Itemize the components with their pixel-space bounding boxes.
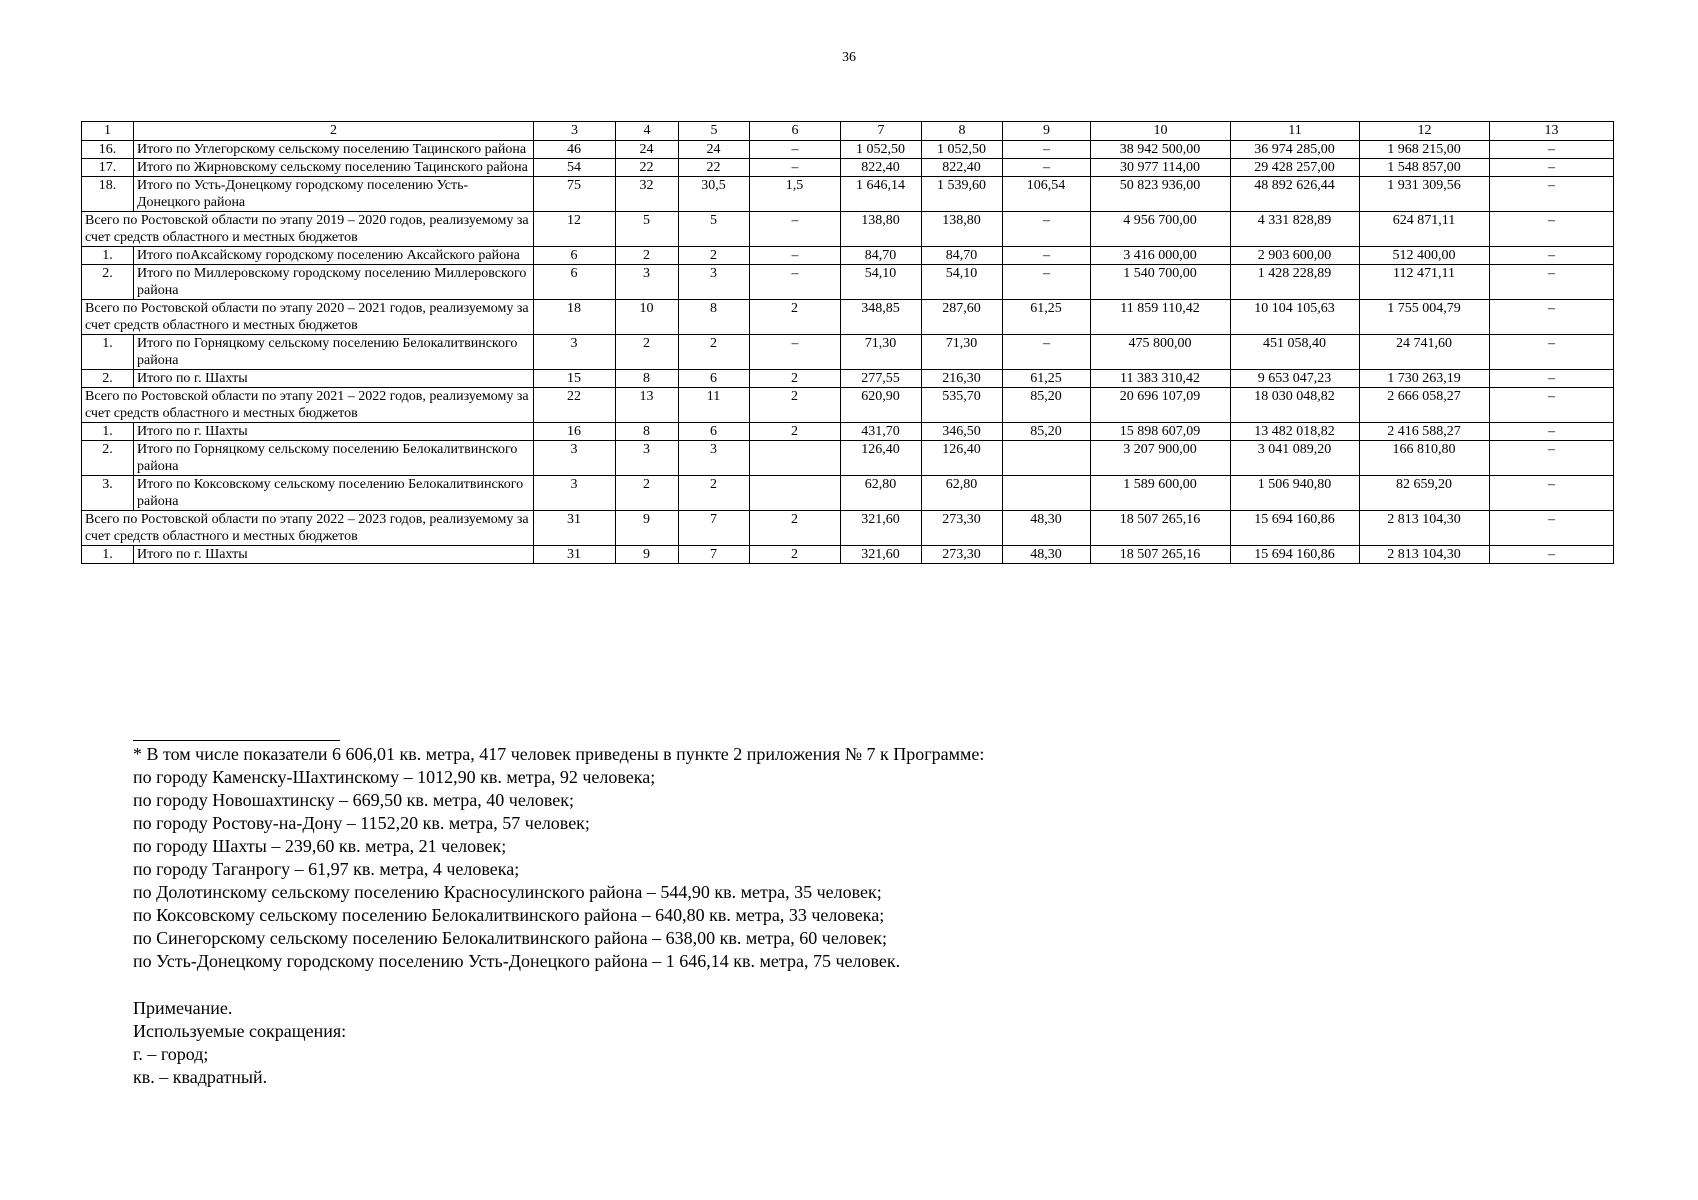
value-cell: 8 [679,300,750,335]
value-cell: – [1490,300,1614,335]
note-item: г. – город; [133,1044,209,1064]
value-cell: – [1003,212,1091,247]
value-cell: 126,40 [922,441,1003,476]
row-name-cell: Итого по г. Шахты [134,370,534,388]
header-cell: 3 [534,122,616,141]
value-cell: 22 [534,388,616,423]
value-cell: 277,55 [841,370,922,388]
row-name-cell: Итого по Горняцкому сельскому поселению Белокалитвинского района [134,335,534,370]
value-cell: 15 [534,370,616,388]
value-cell: 126,40 [841,441,922,476]
row-number-cell: 2. [82,441,134,476]
value-cell: 4 956 700,00 [1091,212,1231,247]
value-cell: 24 741,60 [1360,335,1490,370]
value-cell: 138,80 [922,212,1003,247]
value-cell: 2 [750,511,841,546]
value-cell: 30 977 114,00 [1091,159,1231,177]
value-cell: 822,40 [922,159,1003,177]
value-cell: 2 416 588,27 [1360,423,1490,441]
value-cell: 15 694 160,86 [1231,511,1360,546]
table-row [82,159,1614,177]
value-cell: 3 [534,441,616,476]
value-cell: 10 [616,300,679,335]
value-cell: 512 400,00 [1360,247,1490,265]
value-cell: 1 755 004,79 [1360,300,1490,335]
value-cell [750,441,841,476]
table-row [82,546,1614,564]
value-cell: 1 931 309,56 [1360,177,1490,212]
value-cell: 1 548 857,00 [1360,159,1490,177]
table-total-row [82,212,1614,247]
total-label-cell: Всего по Ростовской области по этапу 2022 – 2023 годов, реализуемому за счет средств областного и местных бюджетов [82,511,534,546]
row-number-cell: 1. [82,335,134,370]
total-label-cell: Всего по Ростовской области по этапу 2021 – 2022 годов, реализуемому за счет средств областного и местных бюджетов [82,388,534,423]
header-cell: 1 [82,122,134,141]
value-cell: 13 [616,388,679,423]
value-cell: 38 942 500,00 [1091,141,1231,159]
value-cell: – [750,247,841,265]
row-name-cell: Итого по Углегорскому сельскому поселению Тацинского района [134,141,534,159]
value-cell: 84,70 [922,247,1003,265]
header-cell: 12 [1360,122,1490,141]
value-cell: 2 [679,476,750,511]
page-number: 36 [842,50,856,65]
header-cell: 4 [616,122,679,141]
table-total-row [82,511,1614,546]
row-name-cell: Итого по г. Шахты [134,423,534,441]
value-cell: 1 539,60 [922,177,1003,212]
value-cell: 24 [679,141,750,159]
value-cell: 6 [534,247,616,265]
footnote-line: по городу Шахты – 239,60 кв. метра, 21 человек; [133,836,507,856]
note-block [133,997,346,1089]
value-cell: 1 730 263,19 [1360,370,1490,388]
value-cell: – [1490,247,1614,265]
value-cell: 10 104 105,63 [1231,300,1360,335]
value-cell: 475 800,00 [1091,335,1231,370]
value-cell: 431,70 [841,423,922,441]
value-cell: 1 968 215,00 [1360,141,1490,159]
row-name-cell: Итого по Миллеровскому городскому поселению Миллеровского района [134,265,534,300]
value-cell: 451 058,40 [1231,335,1360,370]
value-cell: 48 892 626,44 [1231,177,1360,212]
value-cell: 54,10 [922,265,1003,300]
footnote-divider [133,740,340,741]
value-cell: 7 [679,511,750,546]
row-number-cell: 17. [82,159,134,177]
value-cell: 2 813 104,30 [1360,546,1490,564]
value-cell: – [1490,476,1614,511]
value-cell: 138,80 [841,212,922,247]
note-item: кв. – квадратный. [133,1067,268,1087]
value-cell: – [1490,388,1614,423]
table-body [82,122,1614,564]
value-cell: – [1490,511,1614,546]
value-cell: 3 [616,441,679,476]
table-row [82,370,1614,388]
value-cell: 321,60 [841,546,922,564]
table-total-row [82,300,1614,335]
footnote-line: по городу Ростову-на-Дону – 1152,20 кв. метра, 57 человек; [133,813,590,833]
value-cell: 24 [616,141,679,159]
value-cell: 1 540 700,00 [1091,265,1231,300]
value-cell: 16 [534,423,616,441]
value-cell: 3 207 900,00 [1091,441,1231,476]
row-number-cell: 1. [82,546,134,564]
value-cell: 112 471,11 [1360,265,1490,300]
value-cell: 22 [616,159,679,177]
header-cell: 6 [750,122,841,141]
footnote-line: по Коксовскому сельскому поселению Белокалитвинского района – 640,80 кв. метра, 33 человека; [133,905,885,925]
value-cell: 85,20 [1003,423,1091,441]
value-cell: 29 428 257,00 [1231,159,1360,177]
value-cell: 273,30 [922,511,1003,546]
value-cell: 3 [616,265,679,300]
value-cell: 18 030 048,82 [1231,388,1360,423]
value-cell: 11 383 310,42 [1091,370,1231,388]
value-cell: 8 [616,423,679,441]
value-cell: 2 903 600,00 [1231,247,1360,265]
row-number-cell: 1. [82,423,134,441]
value-cell: – [1003,265,1091,300]
value-cell: 6 [679,370,750,388]
footnote-line: по городу Новошахтинску – 669,50 кв. метра, 40 человек; [133,790,574,810]
value-cell: 321,60 [841,511,922,546]
row-name-cell: Итого по Горняцкому сельскому поселению Белокалитвинского района [134,441,534,476]
value-cell: 71,30 [922,335,1003,370]
value-cell: 46 [534,141,616,159]
table-row [82,247,1614,265]
value-cell: 62,80 [841,476,922,511]
value-cell: 287,60 [922,300,1003,335]
value-cell: – [1490,212,1614,247]
value-cell: 1 052,50 [841,141,922,159]
row-number-cell: 16. [82,141,134,159]
value-cell: 2 [679,335,750,370]
value-cell: – [1490,423,1614,441]
value-cell: – [1490,141,1614,159]
value-cell: 5 [616,212,679,247]
value-cell: 3 041 089,20 [1231,441,1360,476]
row-number-cell: 3. [82,476,134,511]
table-header-row [82,122,1614,141]
note-subtitle: Используемые сокращения: [133,1021,347,1041]
value-cell: 3 [534,476,616,511]
value-cell: 62,80 [922,476,1003,511]
value-cell: 1 428 228,89 [1231,265,1360,300]
value-cell: 2 [679,247,750,265]
value-cell: 48,30 [1003,511,1091,546]
value-cell: 31 [534,546,616,564]
value-cell: 61,25 [1003,300,1091,335]
footnote-line: по Синегорскому сельскому поселению Белокалитвинского района – 638,00 кв. метра, 60 человек; [133,928,887,948]
header-cell: 7 [841,122,922,141]
value-cell: 20 696 107,09 [1091,388,1231,423]
value-cell: 82 659,20 [1360,476,1490,511]
header-cell: 10 [1091,122,1231,141]
value-cell: 2 [616,476,679,511]
row-name-cell: Итого по Коксовскому сельскому поселению Белокалитвинского района [134,476,534,511]
row-number-cell: 18. [82,177,134,212]
table-row [82,335,1614,370]
row-number-cell: 2. [82,265,134,300]
value-cell: 7 [679,546,750,564]
value-cell: 2 [750,546,841,564]
value-cell: 9 [616,546,679,564]
value-cell: 273,30 [922,546,1003,564]
value-cell: 3 [679,265,750,300]
value-cell: – [1490,441,1614,476]
row-number-cell: 2. [82,370,134,388]
value-cell: 3 [679,441,750,476]
value-cell: 5 [679,212,750,247]
value-cell: 48,30 [1003,546,1091,564]
value-cell: 22 [679,159,750,177]
value-cell: 1 052,50 [922,141,1003,159]
value-cell: – [1490,159,1614,177]
value-cell: 12 [534,212,616,247]
value-cell: 2 [750,423,841,441]
value-cell: 1 589 600,00 [1091,476,1231,511]
value-cell: 822,40 [841,159,922,177]
value-cell: 2 [750,300,841,335]
total-label-cell: Всего по Ростовской области по этапу 2020 – 2021 годов, реализуемому за счет средств областного и местных бюджетов [82,300,534,335]
value-cell: 15 898 607,09 [1091,423,1231,441]
value-cell [1003,476,1091,511]
value-cell: 2 813 104,30 [1360,511,1490,546]
value-cell: 1 646,14 [841,177,922,212]
value-cell: 84,70 [841,247,922,265]
value-cell: 13 482 018,82 [1231,423,1360,441]
value-cell: – [750,335,841,370]
value-cell: 30,5 [679,177,750,212]
header-cell: 11 [1231,122,1360,141]
value-cell: – [1490,370,1614,388]
value-cell: 11 [679,388,750,423]
value-cell [750,476,841,511]
value-cell: 50 823 936,00 [1091,177,1231,212]
value-cell: 71,30 [841,335,922,370]
value-cell: 2 [616,335,679,370]
value-cell: 2 [750,370,841,388]
total-label-cell: Всего по Ростовской области по этапу 2019 – 2020 годов, реализуемому за счет средств областного и местных бюджетов [82,212,534,247]
table-row [82,423,1614,441]
value-cell: 31 [534,511,616,546]
value-cell: – [1003,141,1091,159]
value-cell: 15 694 160,86 [1231,546,1360,564]
value-cell [1003,441,1091,476]
value-cell: 85,20 [1003,388,1091,423]
footnote-line: по городу Каменску-Шахтинскому – 1012,90 кв. метра, 92 человека; [133,767,656,787]
value-cell: 18 507 265,16 [1091,546,1231,564]
footnote-line: * В том числе показатели 6 606,01 кв. метра, 417 человек приведены в пункте 2 приложения № 7 к Программе: [133,744,985,764]
footnote-line: по Долотинскому сельскому поселению Красносулинского района – 544,90 кв. метра, 35 человек; [133,882,882,902]
value-cell: 8 [616,370,679,388]
value-cell: 54,10 [841,265,922,300]
value-cell: 216,30 [922,370,1003,388]
footnote-line: по городу Таганрогу – 61,97 кв. метра, 4 человека; [133,859,520,879]
value-cell: 36 974 285,00 [1231,141,1360,159]
value-cell: 4 331 828,89 [1231,212,1360,247]
row-name-cell: Итого по Жирновскому сельскому поселению Тацинского района [134,159,534,177]
header-cell: 13 [1490,122,1614,141]
value-cell: – [750,265,841,300]
row-number-cell: 1. [82,247,134,265]
value-cell: 61,25 [1003,370,1091,388]
header-cell: 5 [679,122,750,141]
value-cell: 166 810,80 [1360,441,1490,476]
table-row [82,441,1614,476]
row-name-cell: Итого по Усть-Донецкому городскому поселению Усть-Донецкого района [134,177,534,212]
value-cell: – [1003,159,1091,177]
value-cell: 3 [534,335,616,370]
header-cell: 9 [1003,122,1091,141]
value-cell: 624 871,11 [1360,212,1490,247]
value-cell: 348,85 [841,300,922,335]
value-cell: 535,70 [922,388,1003,423]
table-total-row [82,388,1614,423]
value-cell: 18 [534,300,616,335]
value-cell: – [1490,546,1614,564]
row-name-cell: Итого поАксайскому городскому поселению Аксайского района [134,247,534,265]
value-cell: 6 [679,423,750,441]
value-cell: 9 [616,511,679,546]
value-cell: – [750,141,841,159]
data-table [81,121,1614,564]
value-cell: 75 [534,177,616,212]
value-cell: – [1490,335,1614,370]
value-cell: – [1490,265,1614,300]
note-title: Примечание. [133,998,233,1018]
header-cell: 8 [922,122,1003,141]
value-cell: 620,90 [841,388,922,423]
value-cell: 18 507 265,16 [1091,511,1231,546]
value-cell: – [1003,247,1091,265]
value-cell: 106,54 [1003,177,1091,212]
table-row [82,141,1614,159]
value-cell: 9 653 047,23 [1231,370,1360,388]
value-cell: 1 506 940,80 [1231,476,1360,511]
value-cell: – [1490,177,1614,212]
header-cell: 2 [134,122,534,141]
value-cell: 1,5 [750,177,841,212]
value-cell: 54 [534,159,616,177]
value-cell: 6 [534,265,616,300]
value-cell: 11 859 110,42 [1091,300,1231,335]
value-cell: – [750,159,841,177]
value-cell: 346,50 [922,423,1003,441]
value-cell: 2 [616,247,679,265]
value-cell: 2 666 058,27 [1360,388,1490,423]
value-cell: – [750,212,841,247]
value-cell: – [1003,335,1091,370]
footnote [133,743,1533,973]
value-cell: 32 [616,177,679,212]
value-cell: 2 [750,388,841,423]
table-row [82,265,1614,300]
footnote-line: по Усть-Донецкому городскому поселению Усть-Донецкого района – 1 646,14 кв. метра, 75 человек. [133,951,901,971]
row-name-cell: Итого по г. Шахты [134,546,534,564]
table-row [82,177,1614,212]
table-row [82,476,1614,511]
value-cell: 3 416 000,00 [1091,247,1231,265]
